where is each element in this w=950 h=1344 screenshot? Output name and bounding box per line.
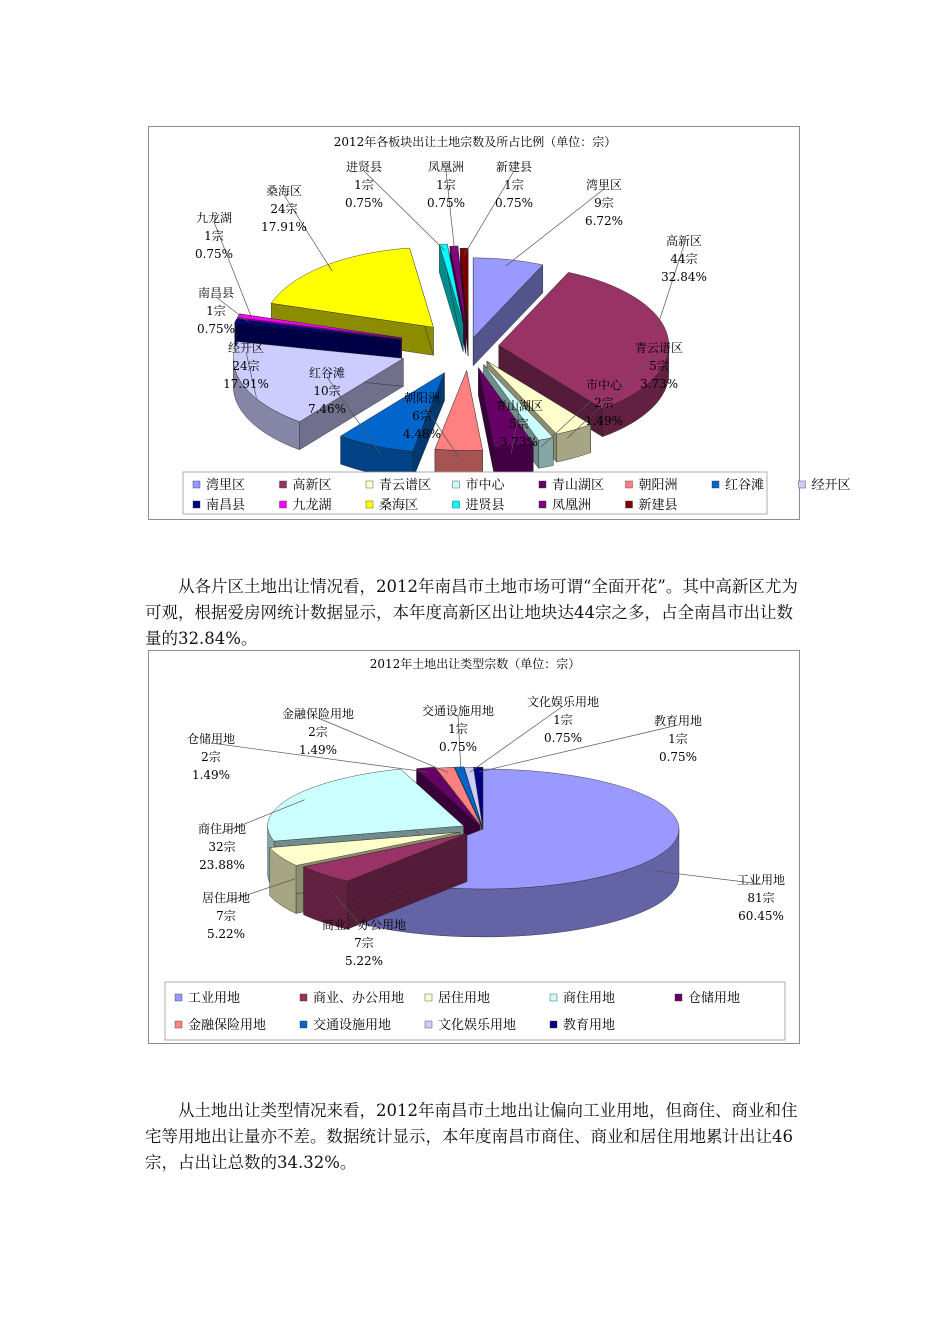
data-label: 湾里区 9宗 6.72% xyxy=(584,178,624,228)
legend-swatch xyxy=(539,481,546,488)
data-label: 新建县 1宗 0.75% xyxy=(494,160,534,210)
chart-title: 2012年各板块出让土地宗数及所占比例（单位：宗） xyxy=(333,135,617,149)
legend-swatch xyxy=(425,1021,432,1028)
data-label: 进贤县 1宗 0.75% xyxy=(344,160,384,210)
legend-label: 教育用地 xyxy=(563,1018,616,1033)
legend-swatch xyxy=(193,481,200,488)
data-label: 仓储用地 2宗 1.49% xyxy=(186,732,236,782)
legend-label: 文化娱乐用地 xyxy=(438,1018,517,1033)
data-label: 金融保险用地 2宗 1.49% xyxy=(281,707,355,757)
legend-swatch xyxy=(175,994,182,1001)
legend-swatch xyxy=(366,501,373,508)
legend-label: 新建县 xyxy=(638,498,678,513)
data-label: 九龙湖 1宗 0.75% xyxy=(194,211,234,261)
data-label: 青山湖区 5宗 3.73% xyxy=(494,399,544,449)
data-label: 朝阳洲 6宗 4.48% xyxy=(402,391,442,441)
legend-swatch xyxy=(175,1021,182,1028)
legend-swatch xyxy=(453,481,460,488)
legend-label: 居住用地 xyxy=(438,991,491,1006)
legend-swatch xyxy=(453,501,460,508)
pie-slices xyxy=(268,767,679,937)
legend-swatch xyxy=(280,501,287,508)
data-label: 居住用地 7宗 5.22% xyxy=(201,891,251,941)
legend-swatch xyxy=(300,1021,307,1028)
legend-label: 高新区 xyxy=(292,478,332,493)
legend-label: 交通设施用地 xyxy=(313,1018,392,1033)
legend-label: 商住用地 xyxy=(563,991,616,1006)
legend-label: 九龙湖 xyxy=(292,498,332,513)
leader-line xyxy=(318,718,448,772)
leader-line xyxy=(364,171,445,251)
legend-label: 桑海区 xyxy=(379,498,419,513)
paragraph-type-summary: 从土地出让类型情况来看，2012年南昌市土地出让偏向工业用地，但商住、商业和住宅等用地出让量亦不差。数据统计显示，本年度南昌市商住、商业和居住用地累计出让46宗，占出让总数的34.32%。 xyxy=(145,1101,798,1172)
data-label: 凤凰洲 1宗 0.75% xyxy=(426,160,466,210)
data-label: 红谷滩 10宗 7.46% xyxy=(307,366,347,416)
data-label: 青云谱区 5宗 3.73% xyxy=(634,341,684,391)
data-label: 市中心 2宗 1.49% xyxy=(584,378,624,428)
data-label: 高新区 44宗 32.84% xyxy=(661,234,707,284)
legend-swatch xyxy=(193,501,200,508)
legend-label: 青云谱区 xyxy=(379,478,432,493)
legend-label: 湾里区 xyxy=(206,478,246,493)
legend-label: 市中心 xyxy=(465,478,505,493)
legend-label: 青山湖区 xyxy=(552,478,605,493)
legend-swatch xyxy=(550,1021,557,1028)
chart-land-by-district xyxy=(148,126,851,520)
paragraph-district-summary: 从各片区土地出让情况看，2012年南昌市土地市场可谓“全面开花”。其中高新区尤为可观，根据爱房网统计数据显示，本年度高新区出让地块达44宗之多，占全南昌市出让数量的32.84%。 xyxy=(145,577,798,648)
data-label: 经开区 24宗 17.91% xyxy=(223,341,269,391)
legend-swatch xyxy=(799,481,806,488)
legend-swatch xyxy=(550,994,557,1001)
legend-label: 经开区 xyxy=(811,478,851,493)
data-label: 商住用地 32宗 23.88% xyxy=(197,822,247,872)
chart-land-by-type xyxy=(148,650,800,1044)
legend-swatch xyxy=(626,501,633,508)
data-label: 交通设施用地 1宗 0.75% xyxy=(421,704,495,754)
legend-label: 金融保险用地 xyxy=(188,1018,267,1033)
data-label: 文化娱乐用地 1宗 0.75% xyxy=(526,695,600,745)
pie-chart-2-svg xyxy=(149,651,799,1043)
chart-title: 2012年土地出让类型宗数（单位：宗） xyxy=(369,657,581,671)
legend-label: 南昌县 xyxy=(206,498,246,513)
data-label: 桑海区 24宗 17.91% xyxy=(261,184,307,234)
legend-label: 商业、办公用地 xyxy=(313,991,405,1006)
legend-label: 朝阳洲 xyxy=(638,478,678,493)
legend-label: 仓储用地 xyxy=(688,991,741,1006)
legend-swatch xyxy=(425,994,432,1001)
legend-swatch xyxy=(300,994,307,1001)
legend-label: 进贤县 xyxy=(465,498,505,513)
pie-slices xyxy=(233,244,669,479)
legend-swatch xyxy=(675,994,682,1001)
legend-label: 凤凰洲 xyxy=(552,498,592,513)
pie-chart-1-svg xyxy=(149,127,851,519)
legend-swatch xyxy=(280,481,287,488)
data-label: 工业用地 81宗 60.45% xyxy=(736,873,786,923)
legend-swatch xyxy=(626,481,633,488)
data-label: 商业、办公用地 7宗 5.22% xyxy=(321,918,407,968)
legend-swatch xyxy=(539,501,546,508)
legend-label: 工业用地 xyxy=(188,991,241,1006)
legend-swatch xyxy=(712,481,719,488)
legend-swatch xyxy=(366,481,373,488)
data-label: 南昌县 1宗 0.75% xyxy=(196,286,236,336)
data-label: 教育用地 1宗 0.75% xyxy=(653,714,703,764)
legend-label: 红谷滩 xyxy=(725,478,765,493)
